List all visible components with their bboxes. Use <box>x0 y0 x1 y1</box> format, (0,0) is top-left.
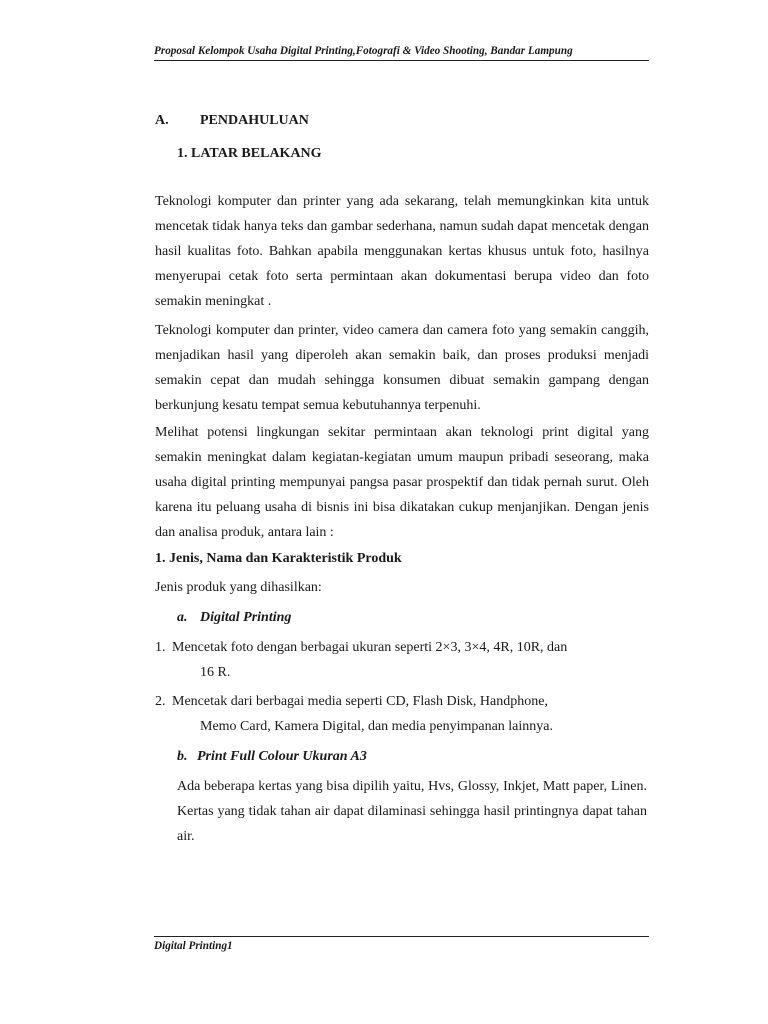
list-item-1-line1: Mencetak foto dengan berbagai ukuran seperti 2×3, 3×4, 4R, 10R, dan <box>172 640 568 655</box>
products-intro: Jenis produk yang dihasilkan: <box>155 580 322 595</box>
running-header: Proposal Kelompok Usaha Digital Printing,Fotografi & Video Shooting, Bandar Lampung <box>154 45 573 57</box>
list-item-2-line2: Memo Card, Kamera Digital, dan media penyimpanan lainnya. <box>200 719 554 734</box>
list-item-2-number: 2. <box>155 694 166 709</box>
list-item-1-line2: 16 R. <box>200 665 231 680</box>
item-a-title: Digital Printing <box>200 610 292 625</box>
products-heading: 1. Jenis, Nama dan Karakteristik Produk <box>155 551 402 566</box>
footer-rule <box>154 936 649 937</box>
subsection-title: 1. LATAR BELAKANG <box>177 146 322 161</box>
item-b-text: Ada beberapa kertas yang bisa dipilih yaitu, Hvs, Glossy, Inkjet, Matt paper, Linen. Kertas yang tidak tahan air dapat dilaminasi sehingga hasil printingnya dapat tahan air. <box>177 779 647 844</box>
item-a-label: a. <box>177 610 188 625</box>
list-item-1-number: 1. <box>155 640 166 655</box>
list-item-2-line1: Mencetak dari berbagai media seperti CD, Flash Disk, Handphone, <box>172 694 548 709</box>
section-title: PENDAHULUAN <box>200 113 309 128</box>
paragraph-3: Melihat potensi lingkungan sekitar permintaan akan teknologi print digital yang semakin meningkat dalam kegiatan-kegiatan umum maupun pribadi seseorang, maka usaha digital printing mempunyai pangsa pasar prospektif dan tidak pernah surut. Oleh karena itu peluang usaha di bisnis ini bisa dikatakan cukup menjanjikan. Dengan jenis dan analisa produk, antara lain : <box>155 425 649 540</box>
running-footer: Digital Printing1 <box>154 940 233 952</box>
paragraph-1: Teknologi komputer dan printer yang ada sekarang, telah memungkinkan kita untuk mencetak tidak hanya teks dan gambar sederhana, namun sudah dapat mencetak dengan hasil kualitas foto. Bahkan apabila menggunakan kertas khusus untuk foto, hasilnya menyerupai cetak foto serta permintaan akan dokumentasi berupa video dan foto semakin meningkat . <box>155 194 649 309</box>
item-b-title: Print Full Colour Ukuran A3 <box>197 749 367 764</box>
section-letter: A. <box>155 113 169 128</box>
header-rule <box>154 60 649 61</box>
item-b-label: b. <box>177 749 188 764</box>
paragraph-2: Teknologi komputer dan printer, video camera dan camera foto yang semakin canggih, menjadikan hasil yang diperoleh akan semakin baik, dan proses produksi menjadi semakin cepat dan mudah sehingga konsumen dibuat semakin gampang dengan berkunjung kesatu tempat semua kebutuhannya terpenuhi. <box>155 323 649 413</box>
